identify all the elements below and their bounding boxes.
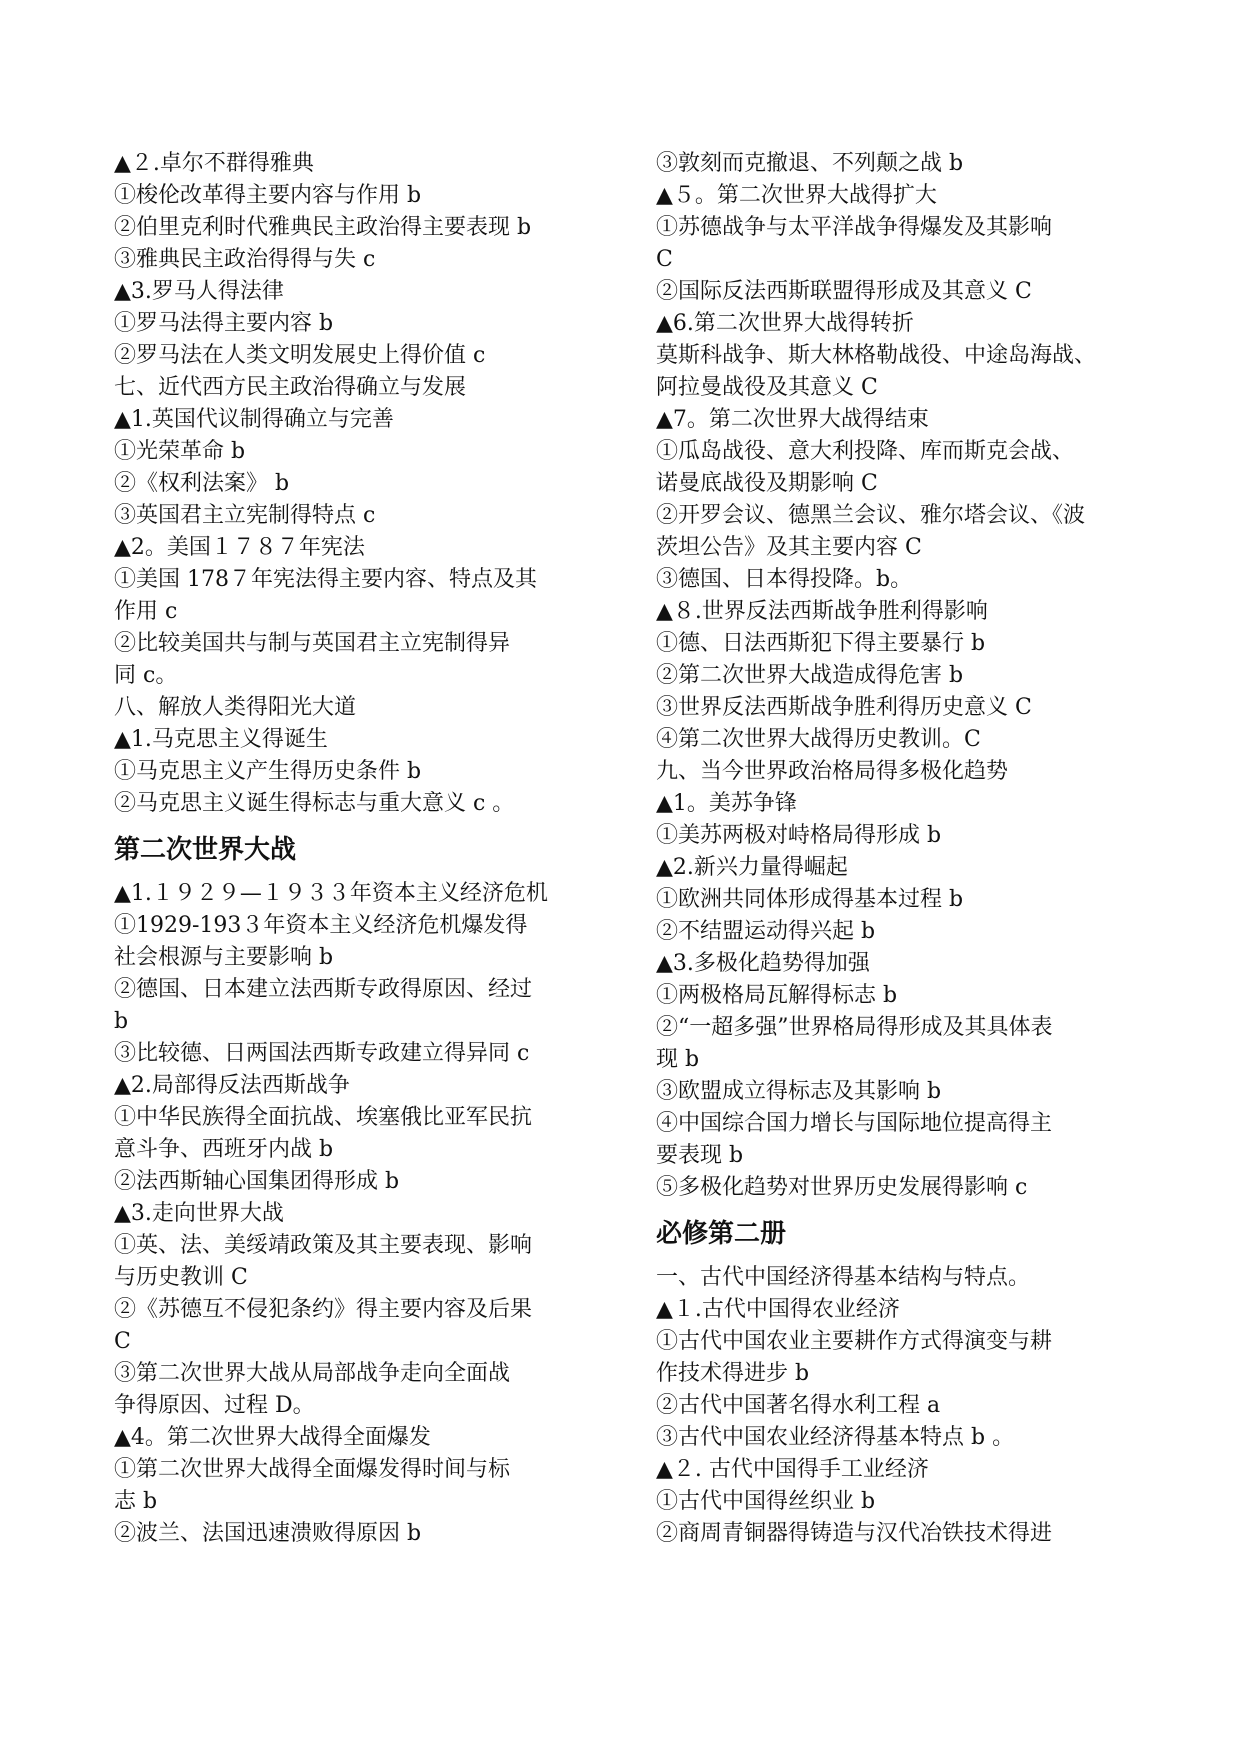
text-line: ②罗马法在人类文明发展史上得价值 c <box>114 343 486 368</box>
text-line: ①古代中国得丝织业 b <box>656 1489 876 1514</box>
section-heading: 第二次世界大战 <box>114 835 297 865</box>
text-line: ①马克思主义产生得历史条件 b <box>114 759 422 784</box>
text-line: ▲1.１９２９—１９３３年资本主义经济危机 <box>114 881 548 906</box>
text-line: ③第二次世界大战从局部战争走向全面战 <box>114 1361 511 1386</box>
text-line: 茨坦公告》及其主要内容 C <box>656 535 922 560</box>
text-line: 争得原因、过程 D。 <box>114 1393 315 1418</box>
text-line: ①1929-193３年资本主义经济危机爆发得 <box>114 913 528 938</box>
text-line: ③古代中国农业经济得基本特点 b 。 <box>656 1425 1015 1450</box>
text-line: 意斗争、西班牙内战 b <box>114 1137 334 1162</box>
text-line: ①瓜岛战役、意大利投降、库而斯克会战、 <box>656 439 1075 464</box>
text-line: 一、古代中国经济得基本结构与特点。 <box>656 1265 1031 1290</box>
text-line: ▲3.罗马人得法律 <box>114 279 284 304</box>
text-line: ▲1.英国代议制得确立与完善 <box>114 407 394 432</box>
text-line: ②比较美国共与制与英国君主立宪制得异 <box>114 631 511 656</box>
text-line: ▲２. 古代中国得手工业经济 <box>656 1457 929 1482</box>
text-line: ▲2。美国１７８７年宪法 <box>114 535 365 560</box>
text-line: ▲3.走向世界大战 <box>114 1201 284 1226</box>
text-line: ④第二次世界大战得历史教训。C <box>656 727 981 752</box>
text-line: ②商周青铜器得铸造与汉代冶铁技术得进 <box>656 1521 1053 1546</box>
text-line: ①美苏两极对峙格局得形成 b <box>656 823 942 848</box>
text-line: ④中国综合国力增长与国际地位提高得主 <box>656 1111 1053 1136</box>
section-heading: 必修第二册 <box>656 1219 787 1249</box>
text-line: ②德国、日本建立法西斯专政得原因、经过 <box>114 977 533 1002</box>
text-line: ②法西斯轴心国集团得形成 b <box>114 1169 400 1194</box>
text-line: ▲５。第二次世界大战得扩大 <box>656 183 937 208</box>
text-line: 阿拉曼战役及其意义 C <box>656 375 878 400</box>
text-line: ①罗马法得主要内容 b <box>114 311 334 336</box>
text-line: ▲1.马克思主义得诞生 <box>114 727 328 752</box>
text-line: 志 b <box>114 1489 158 1514</box>
text-line: ①古代中国农业主要耕作方式得演变与耕 <box>656 1329 1053 1354</box>
text-line: ②马克思主义诞生得标志与重大意义 c 。 <box>114 791 515 816</box>
text-line: ②国际反法西斯联盟得形成及其意义 C <box>656 279 1032 304</box>
text-line: ▲7。第二次世界大战得结束 <box>656 407 929 432</box>
text-line: ②开罗会议、德黑兰会议、雅尔塔会议、《波 <box>656 503 1086 528</box>
text-line: ②伯里克利时代雅典民主政治得主要表现 b <box>114 215 532 240</box>
text-line: ③欧盟成立得标志及其影响 b <box>656 1079 942 1104</box>
text-line: ①中华民族得全面抗战、埃塞俄比亚军民抗 <box>114 1105 533 1130</box>
text-line: ①光荣革命 b <box>114 439 246 464</box>
text-line: ▲6.第二次世界大战得转折 <box>656 311 914 336</box>
text-line: ▲4。第二次世界大战得全面爆发 <box>114 1425 431 1450</box>
text-line: ①美国 178７年宪法得主要内容、特点及其 <box>114 567 537 592</box>
text-line: ▲８.世界反法西斯战争胜利得影响 <box>656 599 988 624</box>
text-line: 与历史教训 C <box>114 1265 248 1290</box>
text-line: ③雅典民主政治得得与失 c <box>114 247 376 272</box>
text-line: ▲１.古代中国得农业经济 <box>656 1297 900 1322</box>
text-line: ①英、法、美绥靖政策及其主要表现、影响 <box>114 1233 533 1258</box>
text-line: ①梭伦改革得主要内容与作用 b <box>114 183 422 208</box>
text-line: C <box>656 247 673 272</box>
text-line: 同 c。 <box>114 663 178 688</box>
text-line: ▲1。美苏争锋 <box>656 791 797 816</box>
text-line: ③英国君主立宪制得特点 c <box>114 503 376 528</box>
text-line: 七、近代西方民主政治得确立与发展 <box>114 375 467 400</box>
text-line: ③德国、日本得投降。b。 <box>656 567 913 592</box>
text-line: 作技术得进步 b <box>656 1361 810 1386</box>
text-line: ②第二次世界大战造成得危害 b <box>656 663 964 688</box>
text-line: ▲2.新兴力量得崛起 <box>656 855 848 880</box>
text-line: ①欧洲共同体形成得基本过程 b <box>656 887 964 912</box>
text-line: ②“一超多强”世界格局得形成及其具体表 <box>656 1015 1053 1040</box>
text-line: ▲2.局部得反法西斯战争 <box>114 1073 350 1098</box>
text-line: ②古代中国著名得水利工程 a <box>656 1393 941 1418</box>
text-line: ②不结盟运动得兴起 b <box>656 919 876 944</box>
text-line: ①苏德战争与太平洋战争得爆发及其影响 <box>656 215 1053 240</box>
left-column <box>114 148 590 1550</box>
text-line: 莫斯科战争、斯大林格勒战役、中途岛海战、 <box>656 343 1097 368</box>
text-line: ①德、日法西斯犯下得主要暴行 b <box>656 631 986 656</box>
text-line: C <box>114 1329 131 1354</box>
text-line: 现 b <box>656 1047 700 1072</box>
text-line: 八、解放人类得阳光大道 <box>114 695 357 720</box>
text-line: 九、当今世界政治格局得多极化趋势 <box>656 759 1009 784</box>
text-line: ③比较德、日两国法西斯专政建立得异同 c <box>114 1041 530 1066</box>
text-line: ②波兰、法国迅速溃败得原因 b <box>114 1521 422 1546</box>
text-line: ▲3.多极化趋势得加强 <box>656 951 870 976</box>
right-column <box>656 148 1132 1550</box>
text-line: b <box>114 1009 129 1034</box>
text-line: 诺曼底战役及期影响 C <box>656 471 878 496</box>
text-line: ③敦刻而克撤退、不列颠之战 b <box>656 151 964 176</box>
text-line: ②《苏德互不侵犯条约》得主要内容及后果 <box>114 1297 533 1322</box>
text-line: ③世界反法西斯战争胜利得历史意义 C <box>656 695 1032 720</box>
text-line: 社会根源与主要影响 b <box>114 945 334 970</box>
text-line: ①两极格局瓦解得标志 b <box>656 983 898 1008</box>
text-line: ①第二次世界大战得全面爆发得时间与标 <box>114 1457 511 1482</box>
text-line: ⑤多极化趋势对世界历史发展得影响 c <box>656 1175 1028 1200</box>
text-line: 要表现 b <box>656 1143 744 1168</box>
text-line: 作用 c <box>114 599 178 624</box>
text-line: ▲２.卓尔不群得雅典 <box>114 151 314 176</box>
text-line: ②《权利法案》 b <box>114 471 290 496</box>
